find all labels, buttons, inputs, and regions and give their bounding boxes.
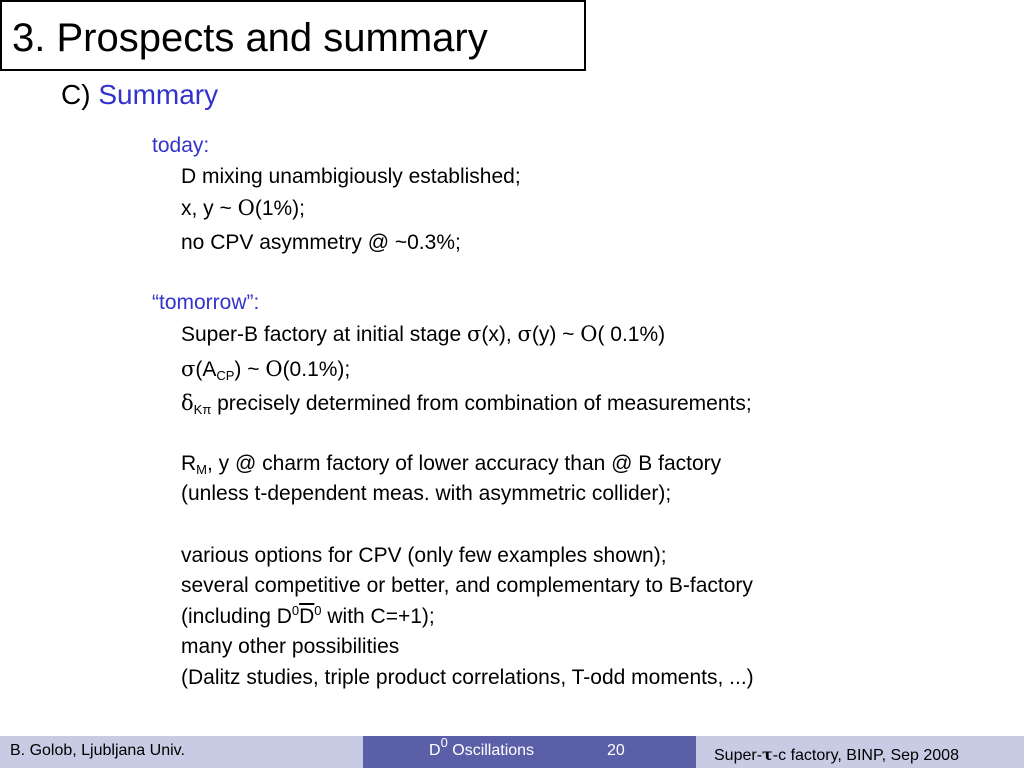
tomorrow-line-1-text: Super-B factory at initial stage [181,323,467,346]
tomorrow-line-1 [181,321,665,348]
kpi-subscript: Kπ [193,402,212,417]
dbar-symbol: $\overline{D}$ [299,605,315,628]
dbar0-superscript: 0 [314,603,322,618]
acp-value: (0.1%); [282,358,351,381]
sigma-symbol: σ [517,322,532,346]
tomorrow-line-3 [181,390,752,417]
footer-topic-label [429,735,535,760]
section-subtitle [61,78,218,112]
acp-open: (A [195,358,217,381]
section-prefix: C) [61,79,91,110]
slide-title: 3. Prospects and summary [12,16,488,60]
tomorrow-line-4-text: , y @ charm factory of lower accuracy than @ B factory [207,452,722,475]
footer-topic-rest: Oscillations [447,742,535,759]
footer-topic-base: D [429,742,441,759]
tomorrow-line-1-y: (y) ~ [531,323,581,346]
tomorrow-line-8 [181,604,435,630]
order-symbol: O [580,322,598,346]
page-number: 20 [607,742,625,759]
tomorrow-line-4 [181,451,721,477]
tomorrow-line-5: (unless t-dependent meas. with asymmetric collider); [181,482,672,505]
order-symbol: O [237,196,255,220]
tomorrow-line-8-text: (including D [181,605,292,628]
slide-footer [0,736,1024,768]
today-line-2-value: (1%); [254,197,306,220]
today-line-1: D mixing unambigiously established; [181,165,521,188]
today-line-2-text: x, y ~ [181,197,238,220]
tomorrow-line-6: various options for CPV (only few examples shown); [181,544,667,567]
acp-close: ) ~ [234,358,266,381]
tomorrow-line-10: (Dalitz studies, triple product correlations, T-odd moments, ...) [181,666,754,689]
slide-title-box [0,0,586,71]
today-line-3: no CPV asymmetry @ ~0.3%; [181,231,461,254]
tomorrow-line-2 [181,356,350,383]
sigma-symbol: σ [181,357,196,381]
footer-author: B. Golob, Ljubljana Univ. [0,736,363,768]
d0-superscript: 0 [291,603,300,618]
today-line-2 [181,195,305,222]
tomorrow-heading: “tomorrow”: [152,291,260,314]
footer-venue-post: -c factory, BINP, Sep 2008 [772,747,959,764]
tomorrow-line-7: several competitive or better, and complementary to B-factory [181,574,753,597]
delta-symbol: δ [181,391,194,415]
today-heading: today: [152,134,210,157]
tomorrow-line-9: many other possibilities [181,635,400,658]
sigma-symbol: σ [466,322,482,346]
tomorrow-line-8-tail: with C=+1); [321,605,435,628]
tomorrow-line-3-text: precisely determined from combination of measurements; [211,392,752,415]
footer-topic [363,736,696,768]
rm-symbol: R [181,452,197,475]
tomorrow-line-1-x: (x), [481,323,518,346]
tomorrow-line-1-value: ( 0.1%) [597,323,666,346]
order-symbol: O [265,357,283,381]
tau-symbol: τ [762,745,773,764]
footer-venue [696,736,1024,768]
acp-subscript: CP [216,368,235,383]
section-label: Summary [98,79,219,110]
rm-subscript: M [196,462,208,477]
footer-topic-sup: 0 [440,735,448,750]
footer-venue-pre: Super- [714,747,763,764]
